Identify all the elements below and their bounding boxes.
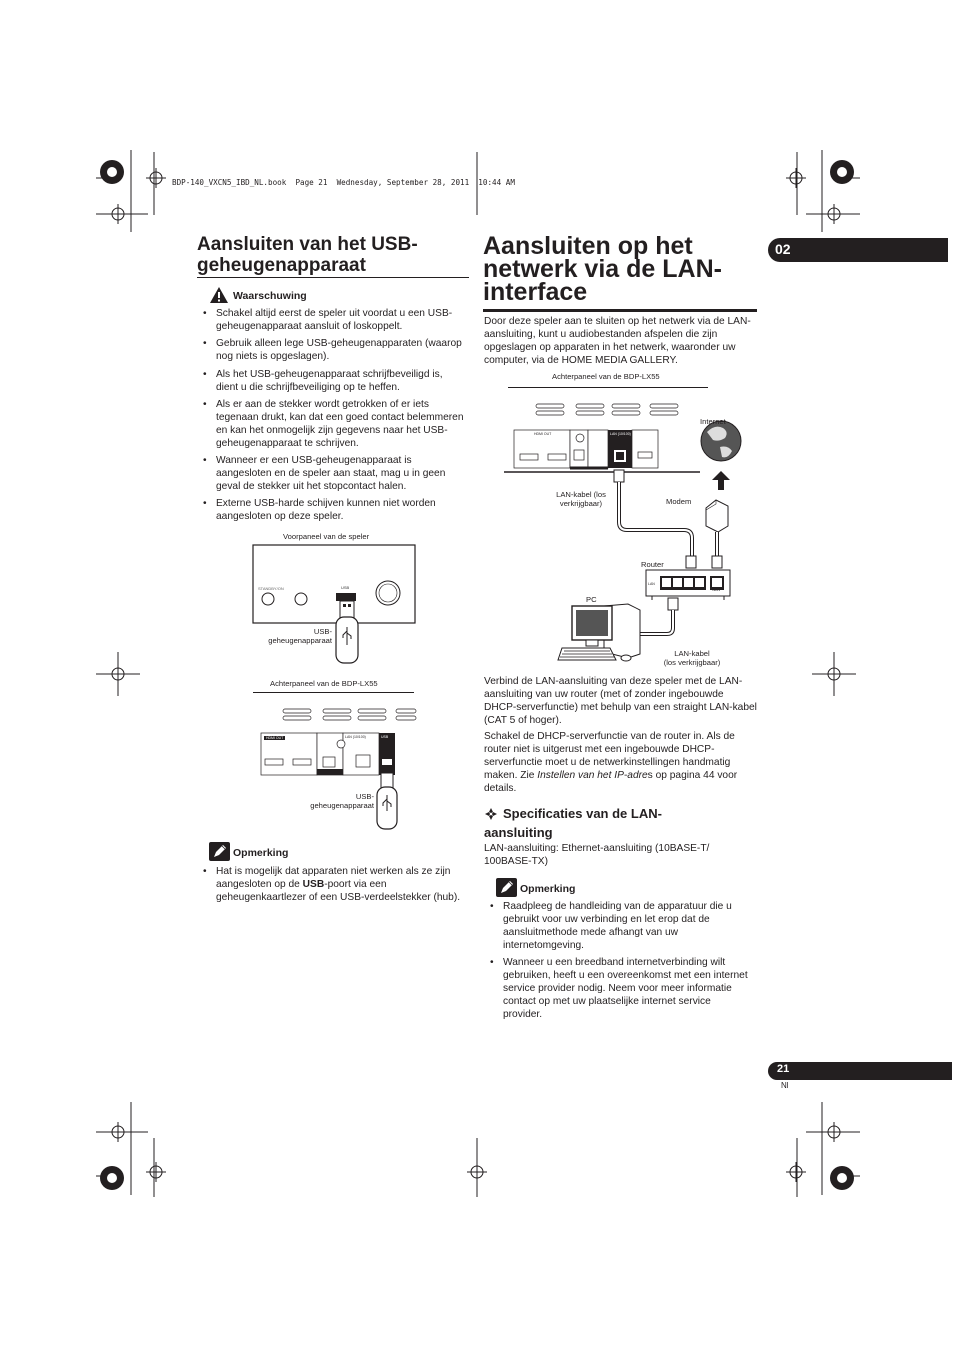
right-section-title <box>483 232 763 306</box>
router-port-label: WAN <box>712 588 721 592</box>
internet-label: Internet <box>700 417 726 426</box>
fig2-caption: Achterpaneel van de BDP-LX55 <box>270 679 378 688</box>
right-title-rule <box>483 309 757 312</box>
left-section-title <box>197 234 467 276</box>
note-text-after: -poort via een geheugenkaartlezer of een USB-verdeelstekker (hub). <box>216 878 461 903</box>
fig1-caption: Voorpaneel van de speler <box>283 532 370 541</box>
warning-item: • Als het USB-geheugenapparaat schrijfbeveiligd is, dient u die schrijfbeveiliging op te heffen. <box>199 369 467 395</box>
fig1-panel-label: USB <box>341 585 350 590</box>
right-title-line-1: Aansluiten op het <box>483 232 693 260</box>
para2-before: Schakel de DHCP-serverfunctie van de router in. Als de router niet is uitgerust met een ingebouwde DHCP-serverfunctie moet u de netwerkinstellingen handmatig maken. Zie <box>484 731 735 781</box>
right-intro: Door deze speler aan te sluiten op het netwerk via de LAN-aansluiting, kunt u audiobestanden afspelen die zijn opgeslagen op apparaten in het netwerk, waaronder uw computer, via de HOME MEDIA GALLERY. <box>484 316 751 366</box>
fig2-panel-label: LAN (10/100) <box>345 735 366 739</box>
spec-text: LAN-aansluiting: Ethernet-aansluiting (10BASE-T/ 100BASE-TX) <box>484 843 710 867</box>
fig1-device-label <box>257 627 332 645</box>
fig2-device-label <box>286 792 374 810</box>
warning-label: Waarschuwing <box>233 290 307 302</box>
rear-panel-illustration <box>253 697 418 832</box>
note-label: Opmerking <box>233 847 289 859</box>
lan-cable-2-line: LAN-kabel <box>674 649 710 658</box>
left-title-line-2: geheugenapparaat <box>197 255 366 276</box>
note-text-before: Hat is mogelijk dat apparaten niet werken als ze zijn aangesloten op de <box>216 866 451 890</box>
modem-label: Modem <box>666 497 692 506</box>
diagram-panel-label: LAN (10/100) <box>610 432 631 436</box>
right-note-list <box>486 901 752 1026</box>
diagram-caption-rule <box>508 387 708 388</box>
fig1-device-line: USB- <box>313 627 332 636</box>
fig1-device-line: geheugenapparaat <box>268 636 332 645</box>
lan-cable-2-label <box>654 649 730 667</box>
fig2-device-line: USB- <box>355 792 374 801</box>
left-title-rule <box>197 277 469 278</box>
page-number: 21 <box>777 1063 790 1075</box>
front-panel-illustration <box>248 543 420 665</box>
fig2-panel-label: USB <box>381 735 389 739</box>
left-note-list <box>199 866 471 909</box>
cross-reference: Instellen van het IP-adre <box>537 769 648 781</box>
right-title-line-2: netwerk via de LAN- <box>483 255 722 283</box>
page-number-tab <box>768 1062 952 1080</box>
warning-list <box>199 308 467 529</box>
note-item: • Raadpleeg de handleiding van de apparatuur die u gebruikt voor uw verbinding en let erop dat de aansluitmethode mede afhangt van uw internetomgeving. <box>486 901 752 953</box>
spec-heading-line-2: aansluiting <box>484 825 553 840</box>
spec-heading-line-1: Specificaties van de LAN- <box>503 806 662 821</box>
lan-cable-1-line: LAN-kabel (los <box>556 490 606 499</box>
right-para-1: Verbind de LAN-aansluiting van deze speler met de LAN-aansluiting van uw router (met of zonder ingebouwde DHCP-serverfunctie) met behulp van een straight LAN-kabel (CAT 5 of hoger). <box>484 676 757 726</box>
note-icon <box>496 878 517 897</box>
note-icon <box>209 842 230 861</box>
note-item <box>199 866 471 905</box>
chapter-tab <box>768 238 948 262</box>
warning-item: • Wanneer er een USB-geheugenapparaat is aangesloten en de speler aan staat, mag u in geen geval de stekker uit het stopcontact halen. <box>199 455 467 494</box>
note-text-bold: USB <box>302 878 325 890</box>
warning-item: • Als er aan de stekker wordt getrokken of er iets tegenaan drukt, kan dat een goed contact belemmeren en kan het onmogelijk zijn gegevens naar het USB-geheugenapparaat te schrijven. <box>199 399 467 451</box>
lan-cable-1-label <box>548 490 614 508</box>
right-title-line-3: interface <box>483 278 588 306</box>
note-item: • Wanneer u een breedband internetverbinding wilt gebruiken, heeft u een overeenkomst met een internet service provider nodig. Neem voor meer informatie contact op met uw plaatselijke internet service provider. <box>486 957 752 1022</box>
para2-after: s op pagina 44 voor details. <box>484 769 738 794</box>
warning-item: • Schakel altijd eerst de speler uit voordat u een USB-geheugenapparaat aansluit of loskoppelt. <box>199 308 467 334</box>
warning-item: • Gebruik alleen lege USB-geheugenapparaten (waarop nog niets is opgeslagen). <box>199 338 467 364</box>
diagram-panel-label: HDMI OUT <box>534 432 552 436</box>
warning-item: • Externe USB-harde schijven kunnen niet worden aangesloten op deze speler. <box>199 498 467 524</box>
fig2-caption-rule <box>253 692 414 693</box>
right-para-2 <box>484 731 758 796</box>
fig1-panel-label: STANDBY/ON <box>258 586 284 591</box>
warning-icon <box>209 286 229 304</box>
left-title-line-1: Aansluiten van het USB- <box>197 234 418 255</box>
router-port-label: LAN <box>648 582 655 586</box>
fig2-panel-label: HDMI OUT <box>266 736 284 740</box>
pc-label: PC <box>586 595 597 604</box>
spec-heading <box>484 804 758 842</box>
router-label: Router <box>641 560 664 569</box>
file-header-line: BDP-140_VXCN5_IBD_NL.book Page 21 Wednesday, September 28, 2011 10:44 AM <box>172 178 515 187</box>
network-diagram-caption: Achterpaneel van de BDP-LX55 <box>552 372 660 381</box>
note-label: Opmerking <box>520 883 576 895</box>
language-code: Nl <box>781 1081 789 1090</box>
lan-cable-1-line: verkrijgbaar) <box>559 499 603 508</box>
fig2-device-line: geheugenapparaat <box>310 801 374 810</box>
lan-cable-2-line: (los verkrijgbaar) <box>663 658 721 667</box>
chapter-number: 02 <box>775 241 791 257</box>
